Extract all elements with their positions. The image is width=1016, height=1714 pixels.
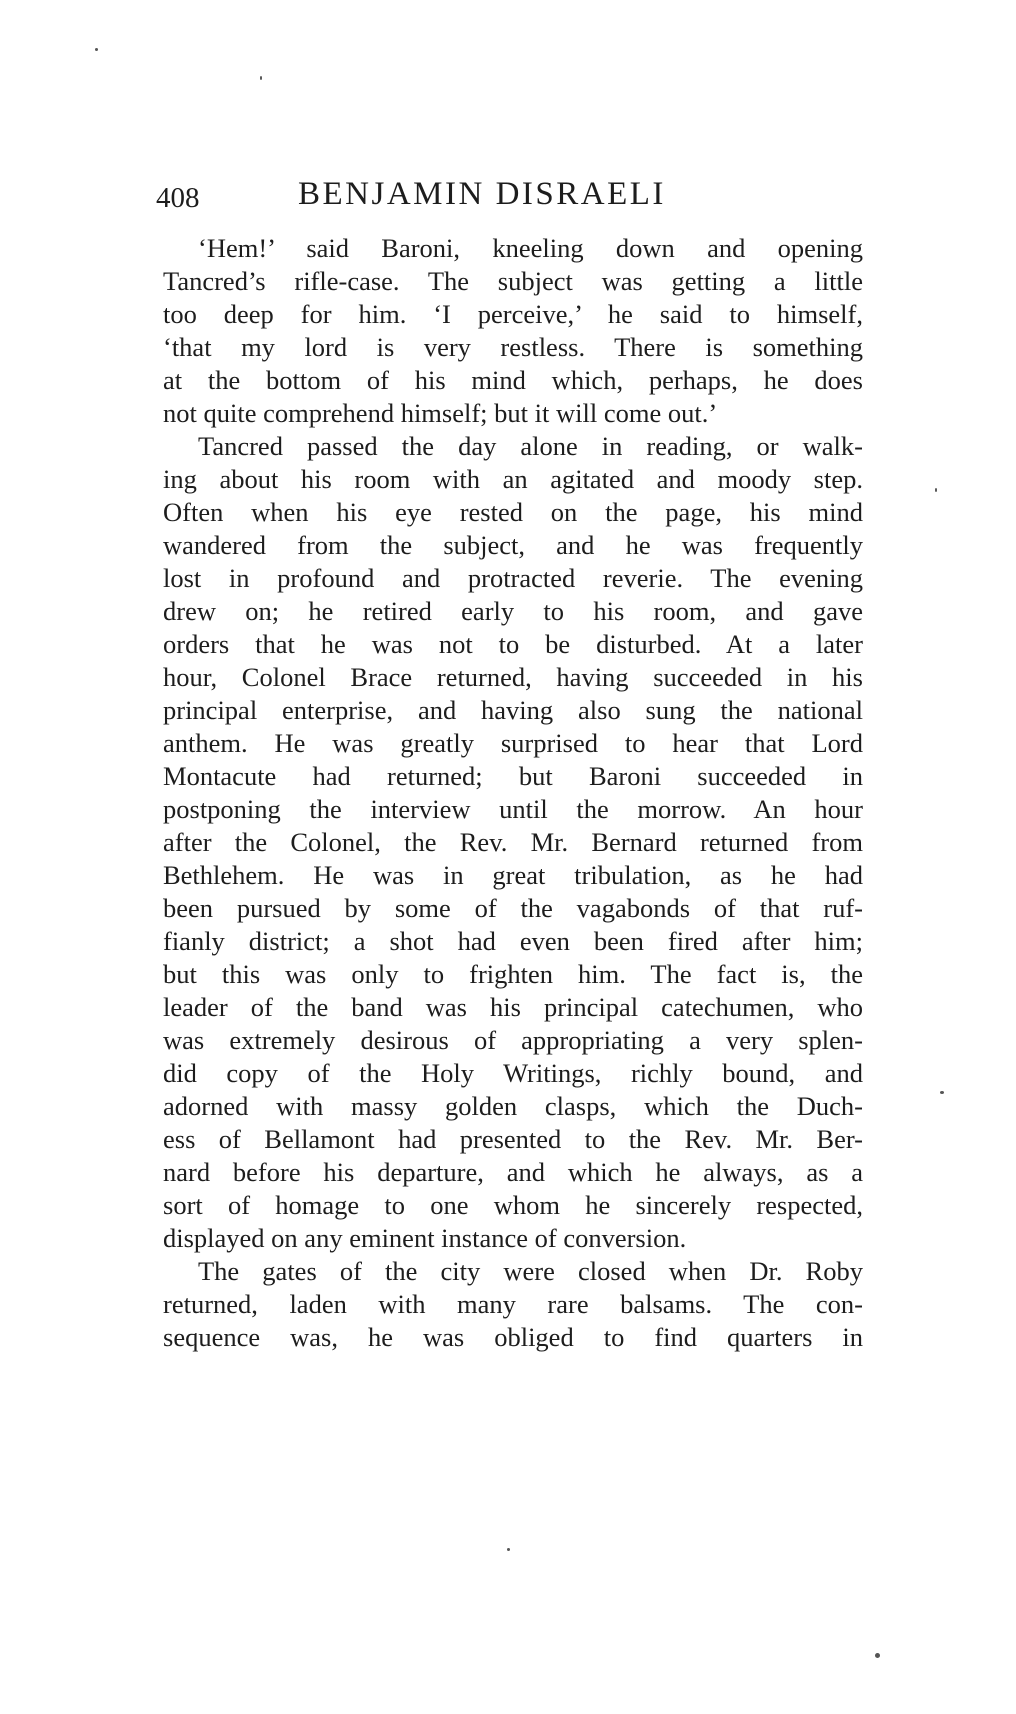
text-line: nard before his departure, and which he always, as a xyxy=(163,1157,863,1187)
text-line: sequence was, he was obliged to find quarters in xyxy=(163,1322,863,1352)
text-line: fianly district; a shot had even been fired after him; xyxy=(163,926,863,956)
text-line: Often when his eye rested on the page, his mind xyxy=(163,497,863,527)
text-line: drew on; he retired early to his room, and gave xyxy=(163,596,863,626)
text-line: Tancred passed the day alone in reading, or walk- xyxy=(198,431,863,461)
text-line: ess of Bellamont had presented to the Rev. Mr. Ber- xyxy=(163,1124,863,1154)
text-line: displayed on any eminent instance of conversion. xyxy=(163,1223,687,1253)
scan-speck xyxy=(940,1091,944,1094)
text-line: ‘that my lord is very restless. There is something xyxy=(163,332,863,362)
text-line: sort of homage to one whom he sincerely respected, xyxy=(163,1190,863,1220)
paragraph-2 xyxy=(163,430,863,1255)
text-line: hour, Colonel Brace returned, having succeeded in his xyxy=(163,662,863,692)
text-line: returned, laden with many rare balsams. The con- xyxy=(163,1289,863,1319)
scan-speck xyxy=(95,48,98,51)
text-line: orders that he was not to be disturbed. At a later xyxy=(163,629,863,659)
text-line: postponing the interview until the morrow. An hour xyxy=(163,794,863,824)
body-text xyxy=(163,232,863,1354)
text-line: anthem. He was greatly surprised to hear that Lord xyxy=(163,728,863,758)
text-line: ing about his room with an agitated and moody step. xyxy=(163,464,863,494)
running-head: BENJAMIN DISRAELI xyxy=(298,176,666,212)
scan-speck xyxy=(507,1548,510,1551)
text-line: Tancred’s rifle-case. The subject was getting a little xyxy=(163,266,863,296)
text-line: wandered from the subject, and he was frequently xyxy=(163,530,863,560)
text-line: The gates of the city were closed when Dr. Roby xyxy=(198,1256,863,1286)
text-line: did copy of the Holy Writings, richly bound, and xyxy=(163,1058,863,1088)
text-line: at the bottom of his mind which, perhaps, he does xyxy=(163,365,863,395)
scan-speck xyxy=(260,76,262,80)
text-line: Montacute had returned; but Baroni succeeded in xyxy=(163,761,863,791)
scan-speck xyxy=(875,1653,880,1658)
text-line: was extremely desirous of appropriating a very splen- xyxy=(163,1025,863,1055)
text-line: too deep for him. ‘I perceive,’ he said to himself, xyxy=(163,299,863,329)
text-line: lost in profound and protracted reverie. The evening xyxy=(163,563,863,593)
text-line: after the Colonel, the Rev. Mr. Bernard returned from xyxy=(163,827,863,857)
text-line: but this was only to frighten him. The fact is, the xyxy=(163,959,863,989)
text-line: Bethlehem. He was in great tribulation, as he had xyxy=(163,860,863,890)
text-line: adorned with massy golden clasps, which the Duch- xyxy=(163,1091,863,1121)
scan-speck xyxy=(935,488,937,492)
text-line: leader of the band was his principal catechumen, who xyxy=(163,992,863,1022)
page-header xyxy=(156,176,756,226)
paragraph-1 xyxy=(163,232,863,430)
text-line: not quite comprehend himself; but it will come out.’ xyxy=(163,398,718,428)
text-line: been pursued by some of the vagabonds of that ruf- xyxy=(163,893,863,923)
page-number: 408 xyxy=(156,182,200,214)
paragraph-3 xyxy=(163,1255,863,1354)
text-line: ‘Hem!’ said Baroni, kneeling down and opening xyxy=(198,233,863,263)
text-line: principal enterprise, and having also sung the national xyxy=(163,695,863,725)
